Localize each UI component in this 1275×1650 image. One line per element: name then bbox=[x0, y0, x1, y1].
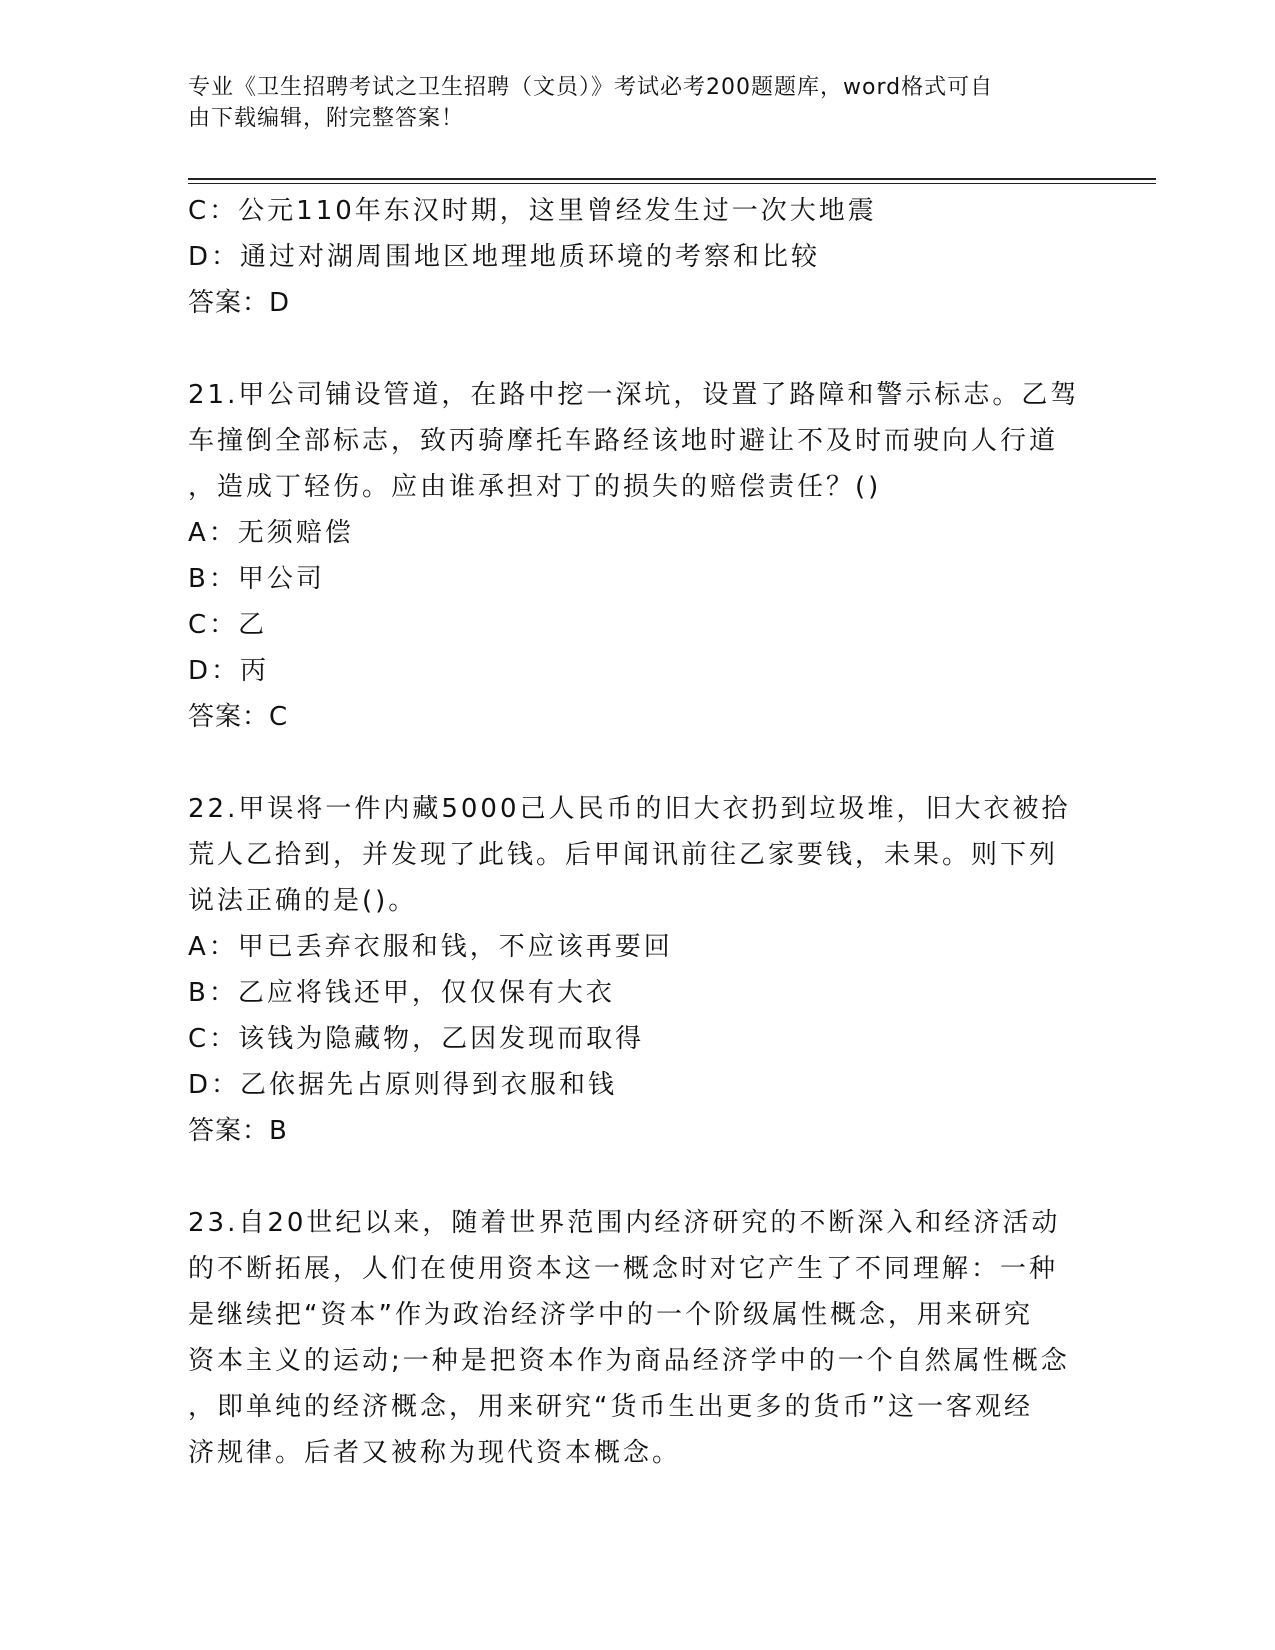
header-divider-thin bbox=[188, 183, 1156, 184]
answer-line: 答案：C bbox=[188, 702, 289, 732]
option-a: A：无须赔偿 bbox=[188, 518, 354, 548]
option-a: A：甲已丢弃衣服和钱，不应该再要回 bbox=[188, 932, 673, 962]
question-stem-line: 的不断拓展，人们在使用资本这一概念时对它产生了不同理解：一种 bbox=[188, 1254, 1059, 1284]
question-block-22 bbox=[188, 786, 1088, 1154]
option-b: B：乙应将钱还甲，仅仅保有大衣 bbox=[188, 978, 615, 1008]
question-stem-line: 荒人乙拾到，并发现了此钱。后甲闻讯前往乙家要钱，未果。则下列 bbox=[188, 840, 1059, 870]
question-stem-line: 车撞倒全部标志，致丙骑摩托车路经该地时避让不及时而驶向人行道 bbox=[188, 426, 1059, 456]
document-header bbox=[188, 72, 1068, 134]
option-d: D：乙依据先占原则得到衣服和钱 bbox=[188, 1070, 618, 1100]
question-stem-line: 22.甲误将一件内藏5000己人民币的旧大衣扔到垃圾堆，旧大衣被拾 bbox=[188, 794, 1071, 824]
option-c: C：公元110年东汉时期，这里曾经发生过一次大地震 bbox=[188, 196, 877, 226]
question-block-20 bbox=[188, 188, 1088, 326]
question-stem-line: 济规律。后者又被称为现代资本概念。 bbox=[188, 1438, 682, 1468]
option-b: B：甲公司 bbox=[188, 564, 325, 594]
question-block-21 bbox=[188, 372, 1088, 740]
question-stem-line: ，即单纯的经济概念，用来研究“货币生出更多的货币”这一客观经 bbox=[188, 1392, 1033, 1422]
option-d: D：通过对湖周围地区地理地质环境的考察和比较 bbox=[188, 242, 821, 272]
question-stem-line: 是继续把“资本”作为政治经济学中的一个阶级属性概念，用来研究 bbox=[188, 1300, 1033, 1330]
question-block-23 bbox=[188, 1200, 1088, 1476]
question-content bbox=[188, 188, 1088, 1476]
question-stem-line: 说法正确的是()。 bbox=[188, 886, 418, 916]
option-c: C：乙 bbox=[188, 610, 268, 640]
option-d: D：丙 bbox=[188, 656, 270, 686]
question-stem-line: 23.自20世纪以来，随着世界范围内经济研究的不断深入和经济活动 bbox=[188, 1208, 1061, 1238]
option-c: C：该钱为隐藏物，乙因发现而取得 bbox=[188, 1024, 645, 1054]
answer-line: 答案：D bbox=[188, 288, 291, 318]
question-stem-line: 21.甲公司铺设管道，在路中挖一深坑，设置了路障和警示标志。乙驾 bbox=[188, 380, 1080, 410]
header-line-2: 由下载编辑，附完整答案！ bbox=[188, 106, 465, 131]
answer-line: 答案：B bbox=[188, 1116, 288, 1146]
header-line-1: 专业《卫生招聘考试之卫生招聘（文员）》考试必考200题题库，word格式可自 bbox=[188, 75, 994, 100]
question-stem-line: 资本主义的运动;一种是把资本作为商品经济学中的一个自然属性概念 bbox=[188, 1346, 1070, 1376]
question-stem-line: ，造成丁轻伤。应由谁承担对丁的损失的赔偿责任？() bbox=[188, 472, 882, 502]
header-divider-thick bbox=[188, 178, 1156, 180]
